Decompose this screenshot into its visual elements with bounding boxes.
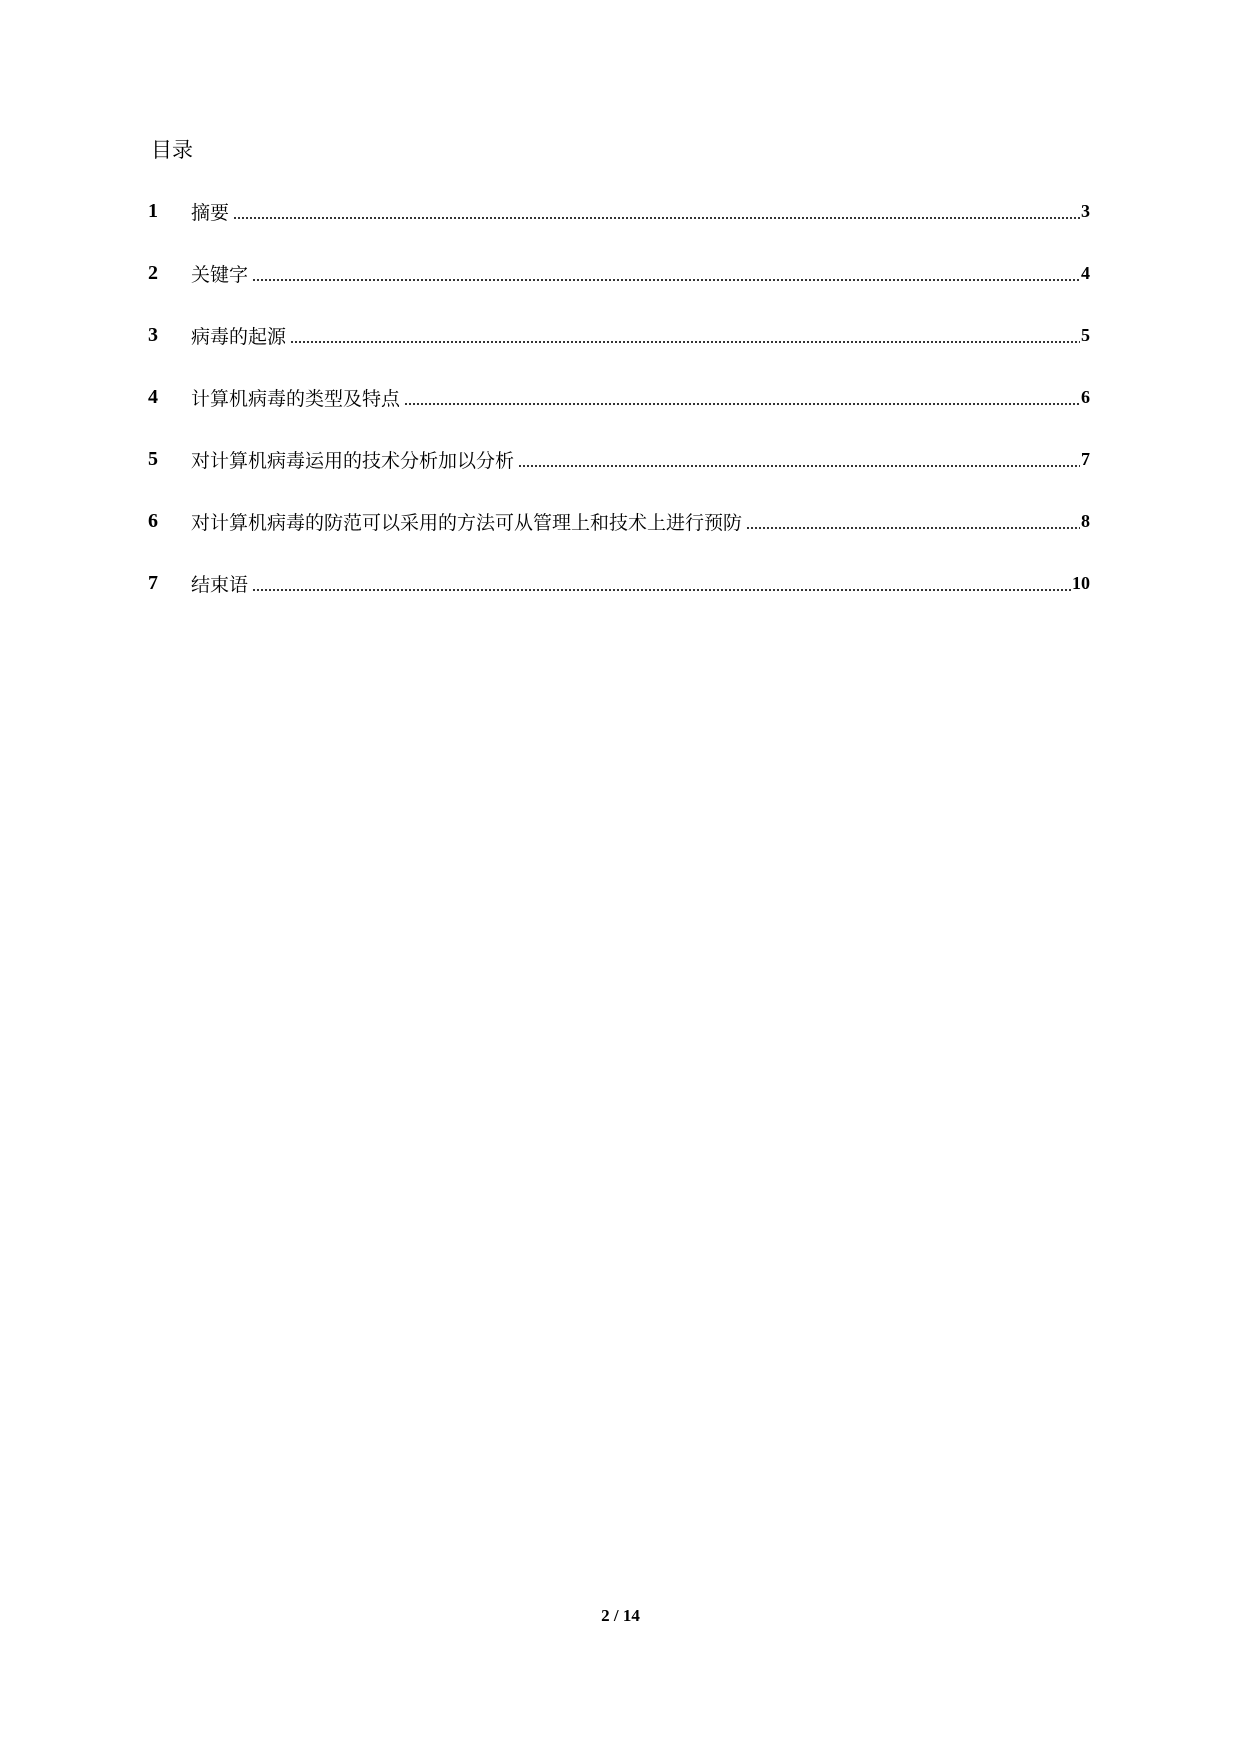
toc-entry-title: 计算机病毒的类型及特点	[191, 387, 401, 410]
toc-entry-title: 对计算机病毒运用的技术分析加以分析	[191, 449, 515, 472]
table-of-contents	[148, 196, 1090, 630]
toc-entry-number: 5	[148, 447, 158, 470]
toc-entry-number: 3	[148, 323, 158, 346]
dot-leader	[518, 465, 1080, 467]
toc-entry[interactable]	[148, 258, 1090, 288]
toc-entry-number: 2	[148, 261, 158, 284]
dot-leader	[252, 589, 1071, 591]
toc-entry-title: 结束语	[191, 573, 249, 596]
toc-entry[interactable]	[148, 196, 1090, 226]
page-number-footer: 2 / 14	[601, 1606, 640, 1625]
toc-entry-page: 7	[1081, 448, 1090, 469]
toc-entry-page: 4	[1081, 262, 1090, 283]
toc-entry-number: 6	[148, 509, 158, 532]
dot-leader	[746, 527, 1080, 529]
toc-entry[interactable]	[148, 568, 1090, 598]
dot-leader	[233, 217, 1080, 219]
dot-leader	[404, 403, 1080, 405]
toc-entry-number: 7	[148, 571, 158, 594]
toc-title: 目录	[151, 138, 193, 162]
toc-entry-page: 8	[1081, 510, 1090, 531]
toc-entry-title: 摘要	[191, 201, 230, 224]
toc-entry-title: 对计算机病毒的防范可以采用的方法可从管理上和技术上进行预防	[191, 511, 743, 534]
toc-entry-page: 5	[1081, 324, 1090, 345]
dot-leader	[252, 279, 1080, 281]
toc-entry-number: 1	[148, 199, 158, 222]
dot-leader	[290, 341, 1080, 343]
toc-entry-title: 关键字	[191, 263, 249, 286]
toc-entry[interactable]	[148, 382, 1090, 412]
toc-entry[interactable]	[148, 320, 1090, 350]
toc-entry-title: 病毒的起源	[191, 325, 287, 348]
toc-entry[interactable]	[148, 506, 1090, 536]
toc-entry-page: 6	[1081, 386, 1090, 407]
toc-entry[interactable]	[148, 444, 1090, 474]
toc-entry-page: 10	[1072, 572, 1090, 593]
toc-entry-page: 3	[1081, 200, 1090, 221]
toc-entry-number: 4	[148, 385, 158, 408]
